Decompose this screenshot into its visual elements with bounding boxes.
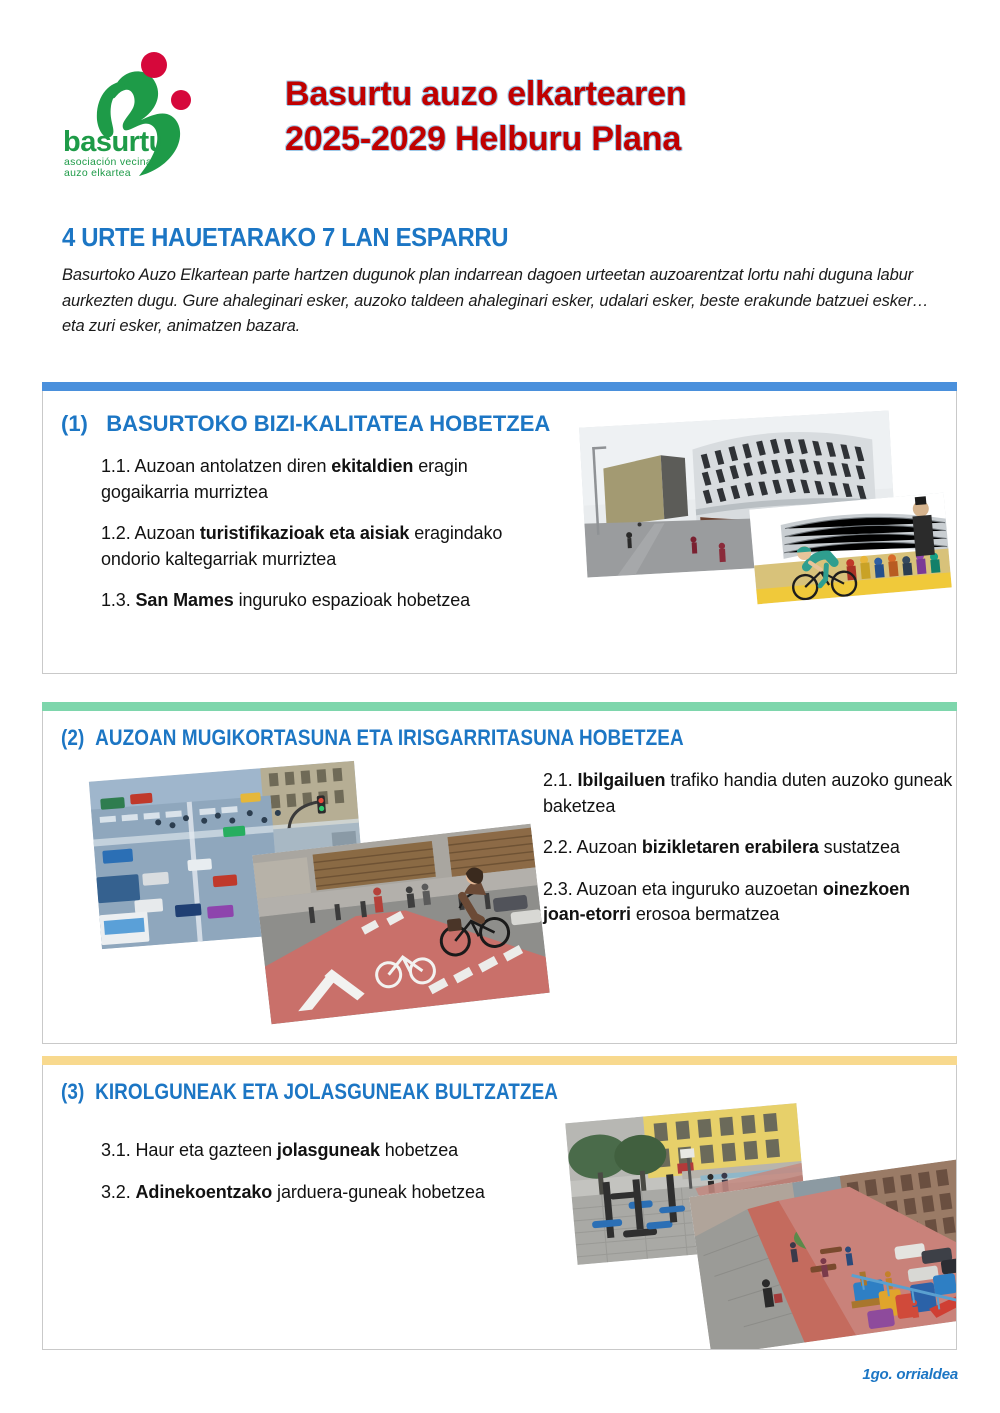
bike-lane-photo [252,824,549,1025]
objective-3-1: 3.1. Haur eta gazteen jolasguneak hobetzea [101,1140,459,1160]
objective-2-1: 2.1. Ibilgailuen trafiko handia duten auzoko guneak baketzea [543,770,953,816]
objective-1-2: 1.2. Auzoan turistifikazioak eta aisiak eragindako ondorio kaltegarriak murriztea [101,523,503,569]
intro-block [62,222,932,340]
basurtu-logo [55,42,215,182]
section-1-objectives [101,454,541,614]
svg-text:basurtu: basurtu [63,126,166,158]
document-title-line-1: Basurtu auzo elkartearen [285,75,687,113]
objective-2-2: 2.2. Auzoan bizikletaren erabilera sustatzea [543,837,900,858]
document-header [0,0,1000,200]
section-1-card [42,391,957,674]
section-3-objectives [101,1138,521,1205]
cycling-race-photo [749,493,952,605]
section-1-title-text: BASURTOKO BIZI-KALITATEA HOBETZEA [106,411,551,436]
section-3-card [42,1065,957,1350]
cycling-race-image [749,493,952,605]
section-2-title-text: AUZOAN MUGIKORTASUNA ETA IRISGARRITASUNA HOBETZEA [95,725,684,750]
section-1-accent-bar [42,382,957,391]
bike-lane-image [252,824,549,1025]
svg-text:asociación vecinal: asociación vecinal [64,156,155,168]
svg-text:auzo elkartea: auzo elkartea [64,167,131,179]
section-3-title [61,1079,558,1105]
section-3-accent-bar [42,1056,957,1065]
section-2-card [42,711,957,1044]
section-2-number: (2) [61,725,85,750]
objective-1-1: 1.1. Auzoan antolatzen diren ekitaldien eragin gogaikarria murriztea [101,456,468,502]
intro-heading: 4 URTE HAUETARAKO 7 LAN ESPARRU [62,222,509,252]
section-3-title-text: KIROLGUNEAK ETA JOLASGUNEAK BULTZATZEA [95,1079,559,1104]
document-title [285,72,925,162]
section-1-title [61,411,550,437]
section-2-accent-bar [42,702,957,711]
objective-3-2: 3.2. Adinekoentzako jarduera-guneak hobetzea [101,1181,485,1202]
intro-paragraph: Basurtoko Auzo Elkartean parte hartzen dugunok plan indarrean dagoen urteetan auzoarentzat lortu nahi duguna labur aurkezten dugu. Gure ahaleginari esker, auzoko taldeen ahaleginari esker, udalari esker, beste erakunde batzuei esker… eta zuri esker, animatzen bazara. [62,266,929,336]
page-footer-label: 1go. orrialdea [862,1366,958,1383]
section-3-number: (3) [61,1079,85,1104]
section-1-number: (1) [61,411,88,436]
objective-1-3: 1.3. San Mames inguruko espazioak hobetzea [101,590,471,611]
document-title-line-2: 2025-2029 Helburu Plana [285,120,682,159]
section-2-title [61,725,684,751]
section-2-objectives [543,768,953,928]
basurtu-logo-icon [55,42,215,182]
objective-2-3: 2.3. Auzoan eta inguruko auzoetan oinezkoen joan-etorri erosoa bermatzea [543,878,910,925]
